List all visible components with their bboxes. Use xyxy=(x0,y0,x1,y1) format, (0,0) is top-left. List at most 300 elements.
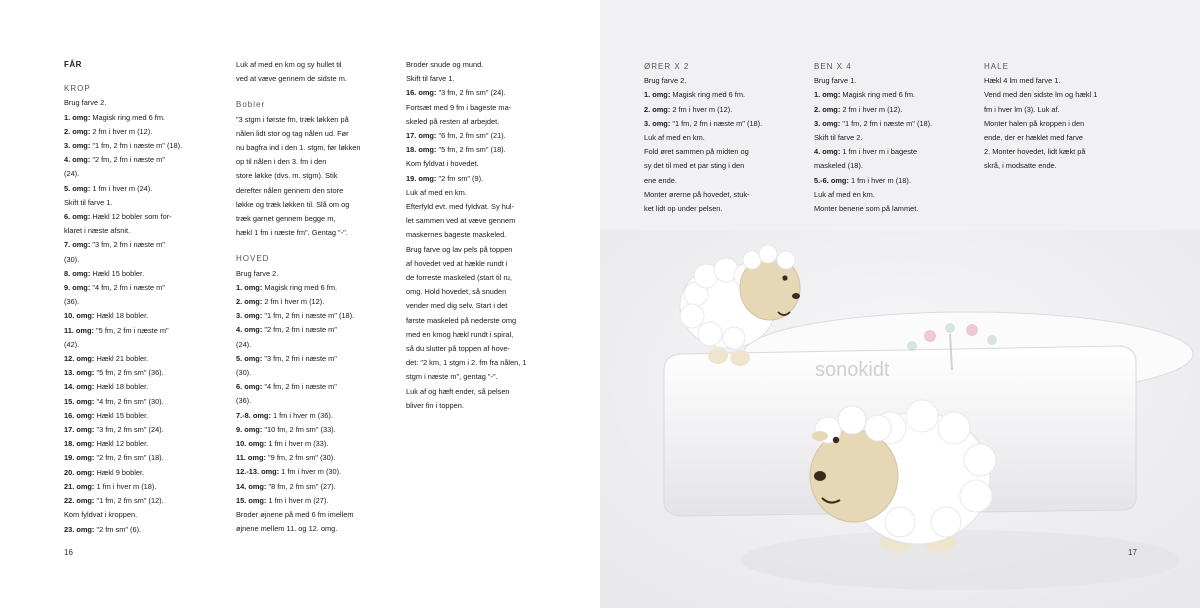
instruction-line xyxy=(236,169,386,183)
instruction-text: øjnene mellem 11. og 12. omg. xyxy=(236,524,338,534)
instruction-line xyxy=(236,480,386,494)
instruction-text: med en kmog hækl rundt i spiral, xyxy=(406,329,514,339)
instruction-line xyxy=(236,508,386,522)
round-label: 2. omg: xyxy=(814,104,841,114)
round-label: 4. omg: xyxy=(236,325,263,335)
round-label: 12.-13. omg: xyxy=(236,467,280,477)
instruction-line xyxy=(814,159,964,173)
instruction-text: første maskeled på nederste omg xyxy=(406,315,517,325)
instruction-line xyxy=(236,494,386,508)
instruction-text: derefter nålen gennem den store xyxy=(236,185,344,195)
instruction-text: Brug farve og lav pels på toppen xyxy=(406,244,513,254)
instruction-text: Broder snude og mund. xyxy=(406,60,484,69)
instruction-text: ende, der er hæklet med farve xyxy=(984,133,1084,143)
instruction-text: "3 fm, 2 fm sm" (24). xyxy=(94,425,164,435)
instruction-text: 1 fm i hver m (30). xyxy=(279,467,342,477)
instruction-text: "4 fm, 2 fm i næste m" xyxy=(90,283,165,293)
column-hale xyxy=(984,58,1144,174)
instruction-line xyxy=(236,226,386,240)
instruction-line xyxy=(236,281,386,295)
instruction-text: "3 fm, 2 fm sm" (24). xyxy=(436,88,506,98)
instruction-line xyxy=(64,508,214,522)
ben-instructions xyxy=(814,74,964,216)
instruction-text: klaret i næste afsnit. xyxy=(64,226,131,236)
instruction-line xyxy=(406,385,558,399)
instruction-line xyxy=(64,96,214,110)
instruction-line xyxy=(64,111,214,125)
instruction-line xyxy=(406,228,558,242)
instruction-line xyxy=(406,271,558,285)
instruction-line xyxy=(64,494,214,508)
instruction-text: Magisk ring med 6 fm. xyxy=(90,112,166,122)
instruction-line xyxy=(64,395,214,409)
round-label: 3. omg: xyxy=(64,141,91,151)
section-heading-hale: HALE xyxy=(984,62,1009,71)
round-label: 11. omg: xyxy=(236,453,266,463)
instruction-text: Hækl 18 bobler. xyxy=(94,311,149,321)
instruction-line xyxy=(236,309,386,323)
instruction-text: Hækl 18 bobler. xyxy=(94,382,149,392)
instruction-text: Fold øret sammen på midten og xyxy=(644,147,749,157)
round-label: 9. omg: xyxy=(236,424,263,434)
instruction-line xyxy=(236,338,386,352)
instruction-text: Hækl 9 bobler. xyxy=(94,467,145,477)
instruction-line xyxy=(406,101,558,115)
instruction-line xyxy=(64,451,214,465)
instruction-line xyxy=(644,88,804,102)
instruction-line xyxy=(64,466,214,480)
instruction-line xyxy=(236,522,386,536)
instruction-line xyxy=(406,370,558,384)
instruction-line xyxy=(64,281,214,295)
section-heading-ben: BEN X 4 xyxy=(814,62,852,71)
instruction-line xyxy=(64,338,214,352)
round-label: 5.-6. omg: xyxy=(814,175,849,185)
column-3 xyxy=(406,58,558,413)
instruction-line xyxy=(406,200,558,214)
instruction-line xyxy=(406,342,558,356)
instruction-line xyxy=(814,202,964,216)
instruction-line xyxy=(236,155,386,169)
instruction-text: 1 fm i hver m (33). xyxy=(266,439,329,449)
instruction-line xyxy=(64,182,214,196)
instruction-text: (36). xyxy=(64,297,80,307)
instruction-line xyxy=(64,253,214,267)
instruction-text: Kom fyldvat i kroppen. xyxy=(64,510,138,520)
instruction-text: store løkke (dvs. m. stgm). Stik xyxy=(236,171,338,181)
instruction-line xyxy=(984,88,1144,102)
round-label: 2. omg: xyxy=(236,297,263,307)
instruction-text: bliver fin i toppen. xyxy=(406,400,464,410)
instruction-line xyxy=(406,157,558,171)
instruction-line xyxy=(644,145,804,159)
instruction-text: Skift til farve 1. xyxy=(406,74,455,84)
round-label: 1. omg: xyxy=(64,112,91,122)
instruction-text: "5 fm, 2 fm sm" (36). xyxy=(94,368,164,378)
instruction-text: Hækl 15 bobler. xyxy=(90,268,145,278)
instruction-line xyxy=(236,127,386,141)
instruction-line xyxy=(406,399,558,413)
instruction-text: "1 fm, 2 fm sm" (12). xyxy=(94,496,164,506)
krop-instructions xyxy=(64,96,214,536)
section-heading-bobler: Bobler xyxy=(236,100,266,110)
instruction-line xyxy=(236,394,386,408)
instruction-text: (30). xyxy=(64,254,80,264)
round-label: 17. omg: xyxy=(406,131,437,141)
instruction-line xyxy=(64,196,214,210)
instruction-line xyxy=(236,465,386,479)
instruction-text: Monter ørerne på hovedet, stuk- xyxy=(644,189,750,199)
instruction-line xyxy=(984,145,1144,159)
instruction-line xyxy=(64,267,214,281)
round-label: 3. omg: xyxy=(236,311,263,321)
instruction-text: Hækl 12 bobler. xyxy=(94,439,149,449)
instruction-text: Hækl 4 lm med farve 1. xyxy=(984,76,1061,86)
instruction-text: fm i hver lm (3). Luk af. xyxy=(984,104,1060,114)
instruction-line xyxy=(814,131,964,145)
instruction-text: skeled på resten af arbejdet. xyxy=(406,116,500,126)
instruction-line xyxy=(814,145,964,159)
section-heading-hoved: HOVED xyxy=(236,254,270,264)
column-1 xyxy=(64,58,214,537)
column-orer xyxy=(644,58,804,216)
round-label: 2. omg: xyxy=(64,126,91,136)
column-ben xyxy=(814,58,964,216)
round-label: 22. omg: xyxy=(64,496,95,506)
round-label: 6. omg: xyxy=(236,382,263,392)
instruction-line xyxy=(644,188,804,202)
instruction-line xyxy=(984,103,1144,117)
instruction-text: "5 fm, 2 fm i næste m" xyxy=(93,325,169,335)
instruction-line xyxy=(64,409,214,423)
instruction-text: ene ende. xyxy=(644,175,677,185)
instruction-line xyxy=(64,238,214,252)
round-label: 20. omg: xyxy=(64,467,95,477)
instruction-line xyxy=(644,131,804,145)
instruction-text: "8 fm, 2 fm sm" (27). xyxy=(266,481,336,491)
instruction-text: "3 fm, 2 fm i næste m" xyxy=(90,240,165,250)
instruction-line xyxy=(64,224,214,238)
instruction-line xyxy=(236,323,386,337)
instruction-text: Magisk ring med 6 fm. xyxy=(840,90,916,100)
instruction-text: "2 fm, 2 fm sm" (18). xyxy=(94,453,164,463)
instruction-line xyxy=(814,88,964,102)
instruction-line xyxy=(64,309,214,323)
round-label: 10. omg: xyxy=(64,311,95,321)
instruction-text: "4 fm, 2 fm sm" (30). xyxy=(94,396,164,406)
instruction-text: stgm i næste m", gentag "-". xyxy=(406,372,498,382)
instruction-text: "2 fm, 2 fm i næste m" xyxy=(90,155,165,165)
krop-closing xyxy=(236,58,386,86)
instruction-line xyxy=(236,72,386,86)
section-heading-orer: ØRER X 2 xyxy=(644,62,690,71)
instruction-text: skrå, i modsatte ende. xyxy=(984,161,1057,171)
instruction-text: Kom fyldvat i hovedet. xyxy=(406,159,479,169)
instruction-line xyxy=(64,352,214,366)
instruction-line xyxy=(236,423,386,437)
instruction-line xyxy=(814,103,964,117)
round-label: 3. omg: xyxy=(814,118,841,128)
instruction-line xyxy=(984,117,1144,131)
pattern-title: FÅR xyxy=(64,60,82,69)
instruction-line xyxy=(236,352,386,366)
instruction-line xyxy=(64,125,214,139)
round-label: 14. omg: xyxy=(236,481,267,491)
instruction-line xyxy=(644,74,804,88)
instruction-text: Hækl 15 bobler. xyxy=(94,410,149,420)
instruction-line xyxy=(406,115,558,129)
instruction-text: 2 fm i hver m (12). xyxy=(840,104,903,114)
instruction-text: Brug farve 2. xyxy=(64,98,107,108)
instruction-line xyxy=(814,174,964,188)
instruction-line xyxy=(236,267,386,281)
instruction-line xyxy=(236,212,386,226)
section-heading-krop: KROP xyxy=(64,84,91,94)
instruction-text: op til nålen i den 3. fm i den xyxy=(236,157,327,167)
instruction-line xyxy=(64,480,214,494)
instruction-line xyxy=(236,366,386,380)
instruction-text: "5 fm, 2 fm sm" (18). xyxy=(436,145,506,155)
instruction-text: Luk af og hæft ender, så pelsen xyxy=(406,386,510,396)
instruction-text: "6 fm, 2 fm sm" (21). xyxy=(436,131,506,141)
instruction-text: 1 fm i hver m i bageste xyxy=(840,147,918,157)
instruction-line xyxy=(406,172,558,186)
round-label: 1. omg: xyxy=(644,90,671,100)
round-label: 4. omg: xyxy=(64,155,91,165)
instruction-line xyxy=(406,257,558,271)
instruction-text: Broder øjnene på med 6 fm imellem xyxy=(236,510,354,520)
instruction-text: nu bagfra ind i den 1. stgm, før løkken xyxy=(236,143,361,153)
instruction-line xyxy=(406,143,558,157)
instruction-text: "4 fm, 2 fm i næste m" xyxy=(262,382,337,392)
instruction-text: "2 fm, 2 fm i næste m" xyxy=(262,325,337,335)
round-label: 21. omg: xyxy=(64,481,95,491)
instruction-text: (36). xyxy=(236,396,252,406)
round-label: 23. omg: xyxy=(64,524,95,534)
instruction-line xyxy=(984,131,1144,145)
instruction-text: ved at væve gennem de sidste m. xyxy=(236,74,347,84)
round-label: 19. omg: xyxy=(406,173,437,183)
instruction-line xyxy=(236,380,386,394)
round-label: 9. omg: xyxy=(64,283,91,293)
instruction-line xyxy=(236,198,386,212)
instruction-line xyxy=(406,314,558,328)
instruction-line xyxy=(236,184,386,198)
instruction-text: 1 fm i hver m (18). xyxy=(94,481,157,491)
round-label: 15. omg: xyxy=(64,396,95,406)
instruction-text: "10 fm, 2 fm sm" (33). xyxy=(262,424,336,434)
round-label: 17. omg: xyxy=(64,425,95,435)
instruction-text: Luk af med en km. xyxy=(406,187,467,197)
instruction-line xyxy=(236,409,386,423)
instruction-line xyxy=(644,103,804,117)
box-logo-text: sonokidt xyxy=(815,359,890,381)
instruction-text: Efterfyld evt. med fyldvat. Sy hul- xyxy=(406,202,515,212)
instruction-line xyxy=(236,141,386,155)
instruction-line xyxy=(644,117,804,131)
instruction-line xyxy=(814,74,964,88)
instruction-text: Luk af med en km. xyxy=(644,133,705,143)
instruction-line xyxy=(64,437,214,451)
right-page xyxy=(600,0,1200,608)
page-number-right: 17 xyxy=(1128,548,1137,557)
round-label: 1. omg: xyxy=(814,90,841,100)
round-label: 8. omg: xyxy=(64,268,91,278)
round-label: 18. omg: xyxy=(64,439,95,449)
instruction-line xyxy=(644,202,804,216)
instruction-line xyxy=(236,437,386,451)
instruction-line xyxy=(406,285,558,299)
round-label: 16. omg: xyxy=(406,88,437,98)
instruction-line xyxy=(236,58,386,72)
instruction-text: 1 fm i hver m (36). xyxy=(270,410,333,420)
instruction-text: (42). xyxy=(64,339,80,349)
round-label: 3. omg: xyxy=(644,118,671,128)
instruction-text: Luk af med en km og sy hullet til xyxy=(236,60,342,69)
round-label: 7.-8. omg: xyxy=(236,410,271,420)
instruction-line xyxy=(64,153,214,167)
instruction-line xyxy=(236,113,386,127)
round-label: 6. omg: xyxy=(64,212,91,222)
hoved-instructions xyxy=(236,267,386,537)
instruction-text: de forreste maskeled (start til ru, xyxy=(406,273,512,283)
instruction-line xyxy=(236,295,386,309)
round-label: 16. omg: xyxy=(64,410,95,420)
instruction-line xyxy=(406,299,558,313)
instruction-text: omg. Hold hovedet, så snuden xyxy=(406,287,507,297)
instruction-line xyxy=(406,186,558,200)
instruction-text: Hækl 12 bobler som for- xyxy=(90,212,172,222)
instruction-text: maskeled (18). xyxy=(814,161,863,171)
instruction-text: "1 fm, 2 fm i næste m" (18). xyxy=(840,118,933,128)
instruction-text: 1 fm i hver m (18). xyxy=(848,175,911,185)
instruction-text: hækl 1 fm i næste fm". Gentag "-". xyxy=(236,228,348,238)
instruction-line xyxy=(64,210,214,224)
instruction-text: let sammen ved at væve gennem xyxy=(406,216,516,226)
round-label: 7. omg: xyxy=(64,240,91,250)
instruction-text: Brug farve 1. xyxy=(814,76,857,86)
instruction-text: 2 fm i hver m (12). xyxy=(90,126,153,136)
instruction-text: "3 fm, 2 fm i næste m" xyxy=(262,353,337,363)
instruction-line xyxy=(984,159,1144,173)
instruction-line xyxy=(236,451,386,465)
instruction-text: Vend med den sidste lm og hækl 1 xyxy=(984,90,1098,100)
instruction-text: løkke og træk løkken til. Slå om og xyxy=(236,199,350,209)
instruction-text: Hækl 21 bobler. xyxy=(94,354,149,364)
round-label: 15. omg: xyxy=(236,495,267,505)
instruction-text: "9 fm, 2 fm sm" (30). xyxy=(265,453,336,463)
round-label: 10. omg: xyxy=(236,439,267,449)
instruction-text: 1 fm i hver m (27). xyxy=(266,495,329,505)
instruction-line xyxy=(64,167,214,181)
instruction-line xyxy=(644,174,804,188)
round-label: 18. omg: xyxy=(406,145,437,155)
instruction-text: det: "2 km, 1 stgm i 2. fm fra nålen, 1 xyxy=(406,358,527,368)
round-label: 19. omg: xyxy=(64,453,95,463)
instruction-text: træk garnet gennem begge m, xyxy=(236,214,336,224)
instruction-text: ket lidt op under pelsen. xyxy=(644,204,723,214)
instruction-text: Magisk ring med 6 fm. xyxy=(670,90,746,100)
instruction-line xyxy=(406,328,558,342)
instruction-text: Brug farve 2. xyxy=(644,76,687,86)
round-label: 5. omg: xyxy=(64,183,91,193)
instruction-line xyxy=(64,295,214,309)
instruction-line xyxy=(406,243,558,257)
instruction-text: Brug farve 2. xyxy=(236,268,279,278)
instruction-text: "1 fm, 2 fm i næste m" (18). xyxy=(262,311,355,321)
instruction-text: maskernes bageste maskeled. xyxy=(406,230,507,240)
hale-instructions xyxy=(984,74,1144,173)
round-label: 1. omg: xyxy=(236,282,263,292)
instruction-text: Monter benene som på lammet. xyxy=(814,204,919,214)
instruction-text: Magisk ring med 6 fm. xyxy=(262,282,338,292)
instruction-text: Monter halen på kroppen i den xyxy=(984,118,1085,128)
hoved-continued xyxy=(406,58,558,413)
round-label: 4. omg: xyxy=(814,147,841,157)
sheep-photo xyxy=(600,230,1200,608)
instruction-text: sy det til med et par sting i den xyxy=(644,161,745,171)
instruction-text: 2 fm i hver m (12). xyxy=(670,104,733,114)
instruction-text: 2 fm i hver m (12). xyxy=(262,297,325,307)
page-number-left: 16 xyxy=(64,548,73,557)
round-label: 11. omg: xyxy=(64,325,94,335)
instruction-text: vender med dig selv. Start i det xyxy=(406,301,508,311)
round-label: 14. omg: xyxy=(64,382,95,392)
round-label: 12. omg: xyxy=(64,354,95,364)
instruction-line xyxy=(64,380,214,394)
instruction-line xyxy=(64,366,214,380)
round-label: 5. omg: xyxy=(236,353,263,363)
instruction-line xyxy=(64,423,214,437)
instruction-line xyxy=(406,58,558,72)
instruction-text: (24). xyxy=(236,339,252,349)
round-label: 2. omg: xyxy=(644,104,671,114)
instruction-text: Fortsæt med 9 fm i bageste ma- xyxy=(406,102,512,112)
instruction-line xyxy=(406,129,558,143)
instruction-line xyxy=(406,214,558,228)
instruction-text: Skift til farve 2. xyxy=(814,133,863,143)
instruction-line xyxy=(814,117,964,131)
instruction-line xyxy=(406,356,558,370)
round-label: 13. omg: xyxy=(64,368,95,378)
instruction-line xyxy=(814,188,964,202)
bobler-instructions xyxy=(236,113,386,241)
instruction-line xyxy=(406,86,558,100)
instruction-text: nålen lidt stor og tag nålen ud. Før xyxy=(236,128,349,138)
instruction-text: "1 fm, 2 fm i næste m" (18). xyxy=(670,118,763,128)
instruction-line xyxy=(406,72,558,86)
instruction-text: "3 stgm i første fm, træk løkken på xyxy=(236,114,349,124)
instruction-text: "2 fm sm" (9). xyxy=(436,173,484,183)
instruction-text: (24). xyxy=(64,169,80,179)
instruction-text: 1 fm i hver m (24). xyxy=(90,183,153,193)
orer-instructions xyxy=(644,74,804,216)
instruction-line xyxy=(984,74,1144,88)
instruction-line xyxy=(64,139,214,153)
instruction-text: så du slutter på toppen af hove- xyxy=(406,344,510,354)
instruction-text: Luk af med en km. xyxy=(814,189,875,199)
instruction-text: "2 fm sm" (6). xyxy=(94,524,142,534)
column-2 xyxy=(236,58,386,537)
instruction-text: (30). xyxy=(236,368,252,378)
instruction-text: 2. Monter hovedet, lidt kækt på xyxy=(984,147,1086,157)
instruction-line xyxy=(644,159,804,173)
instruction-text: "1 fm, 2 fm i næste m" (18). xyxy=(90,141,183,151)
instruction-text: af hovedet ved at hækle rundt i xyxy=(406,258,508,268)
instruction-line xyxy=(64,523,214,537)
instruction-text: Skift til farve 1. xyxy=(64,197,113,207)
instruction-line xyxy=(64,324,214,338)
